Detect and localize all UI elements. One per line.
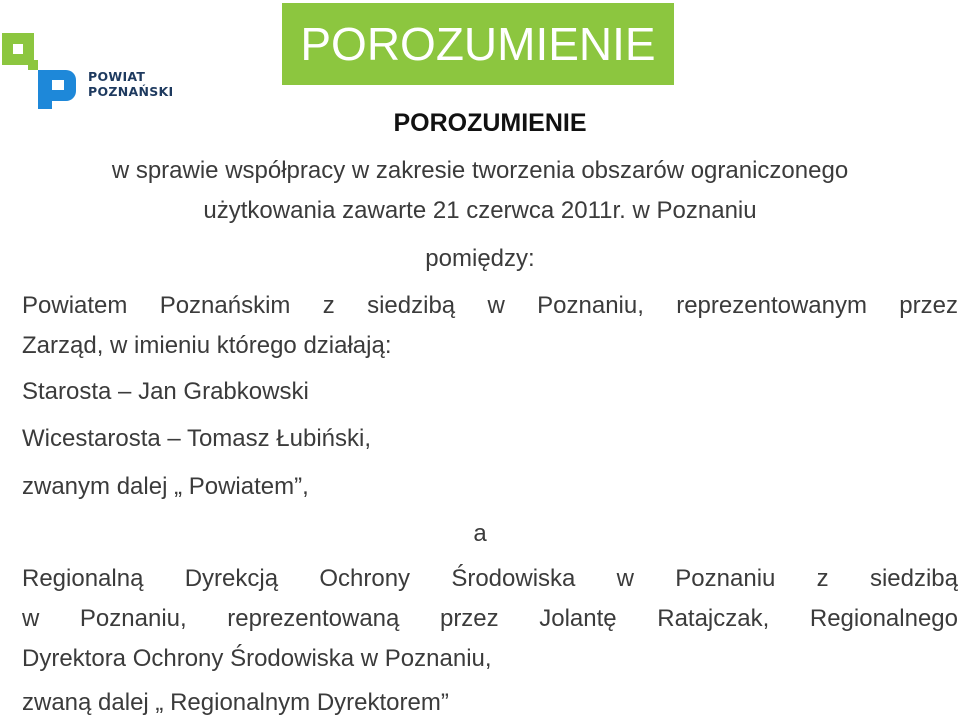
party1-line-2: Zarząd, w imieniu którego działają: <box>22 332 392 359</box>
logo-line-2: POZNAŃSKI <box>88 84 174 99</box>
party2-line-3: Dyrektora Ochrony Środowiska w Poznaniu, <box>22 645 492 672</box>
between-label: pomiędzy: <box>425 245 535 272</box>
title-banner <box>282 3 674 85</box>
powiat-logo <box>2 33 182 113</box>
banner-title: POROZUMIENIE <box>300 18 656 70</box>
alias-powiat: zwanym dalej „ Powiatem”, <box>22 473 309 500</box>
representative-1: Starosta – Jan Grabkowski <box>22 378 309 405</box>
subtitle-line-2: użytkowania zawarte 21 czerwca 2011r. w Poznaniu <box>203 197 757 224</box>
and-separator: a <box>473 520 487 547</box>
party1-line-1: Powiatem Poznańskim z siedzibą w Poznaniu, reprezentowanym przez <box>22 292 958 319</box>
representative-2: Wicestarosta – Tomasz Łubiński, <box>22 425 372 452</box>
party2-line-2: w Poznaniu, reprezentowaną przez Jolantę Ratajczak, Regionalnego <box>22 605 958 632</box>
logo-text <box>88 69 174 99</box>
subtitle-line-1: w sprawie współpracy w zakresie tworzenia obszarów ograniczonego <box>111 157 849 184</box>
document-title: POROZUMIENIE <box>393 109 587 137</box>
powiat-logo-icon <box>2 33 84 113</box>
logo-line-1: POWIAT <box>88 69 146 84</box>
party2-line-1: Regionalną Dyrekcją Ochrony Środowiska w Poznaniu z siedzibą <box>22 565 958 592</box>
alias-regional-director: zwaną dalej „ Regionalnym Dyrektorem” <box>22 689 449 716</box>
